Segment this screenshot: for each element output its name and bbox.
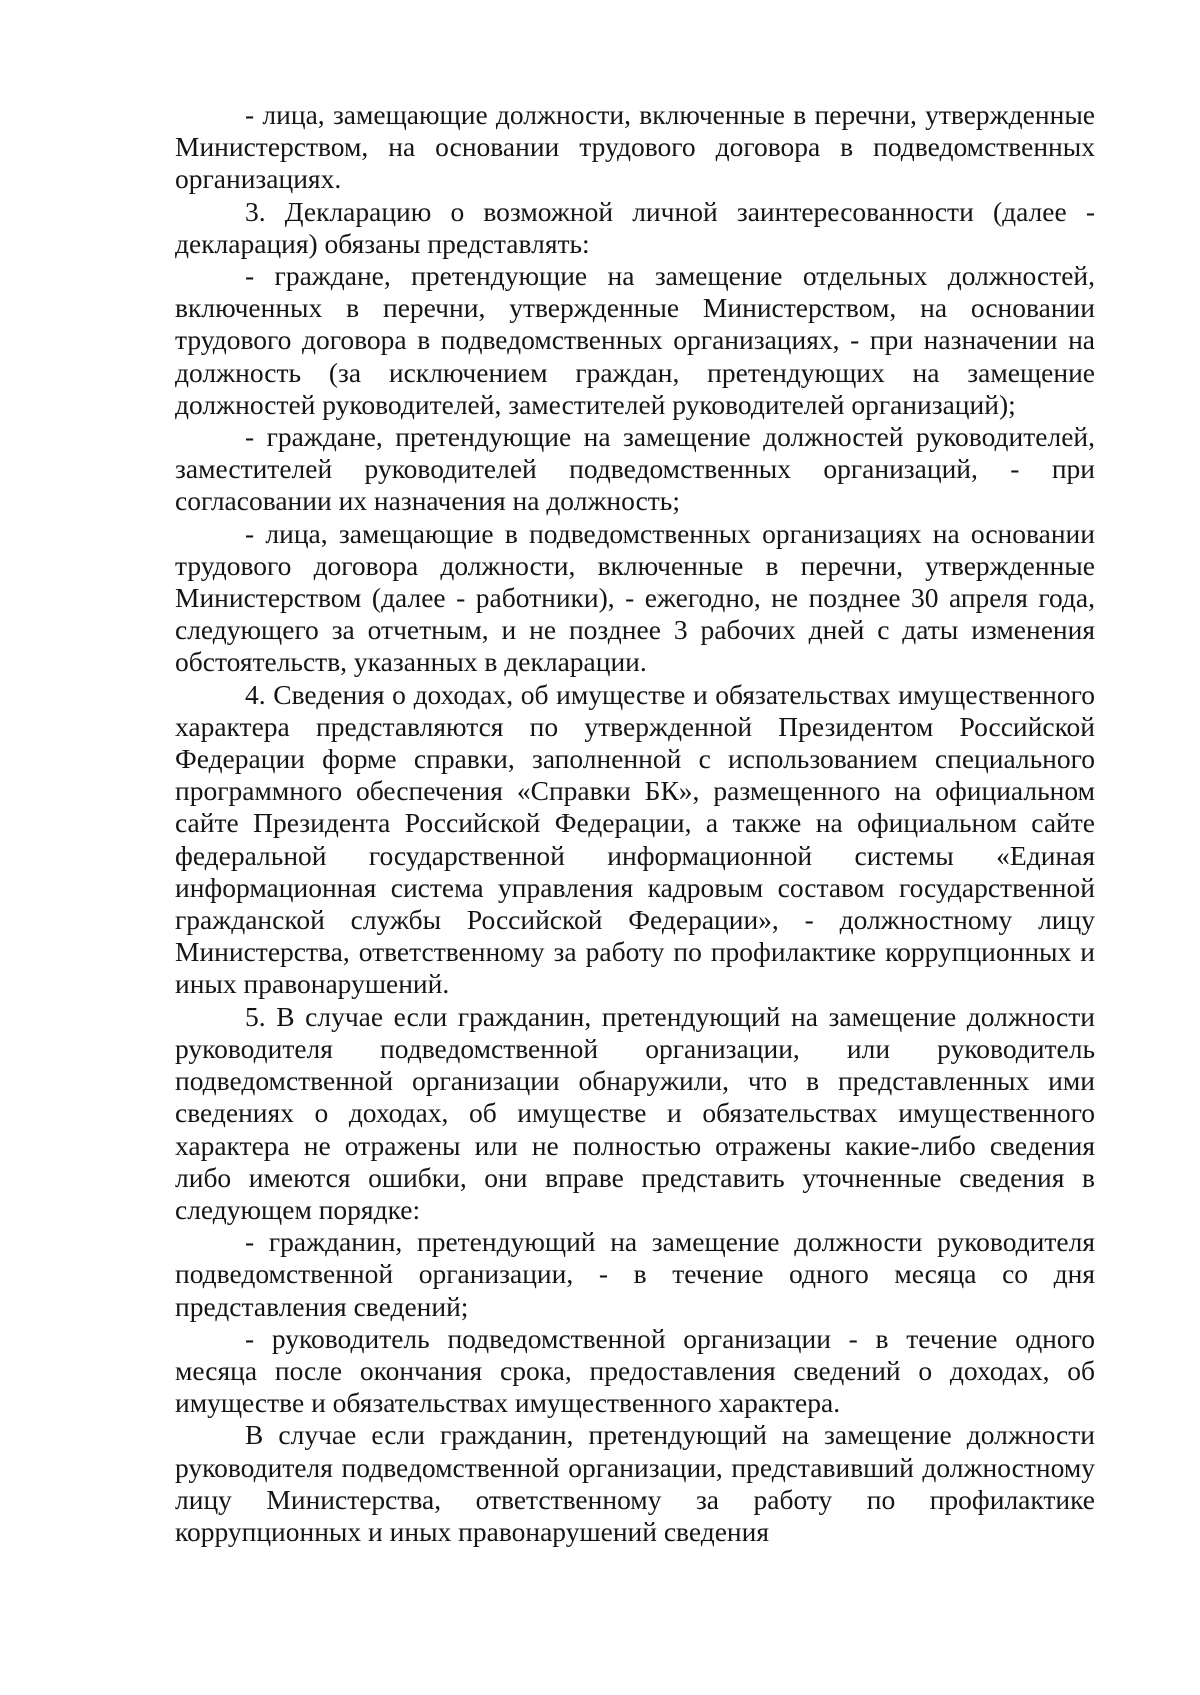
document-body (175, 99, 1095, 1548)
paragraph-workers-annual: - лица, замещающие в подведомственных организациях на основании трудового договора должности, включенные в перечни, утвержденные Министерством (далее - работники), - ежегодно, не позднее 30 апреля года, следующего за отчетным, и не позднее 3 рабочих дней с даты изменения обстоятельств, указанных в декларации. (175, 517, 1095, 678)
paragraph-citizens-heads: - граждане, претендующие на замещение должностей руководителей, заместителей руководителей подведомственных организаций, - при согласовании их назначения на должность; (175, 421, 1095, 517)
paragraph-citizen-submitted: В случае если гражданин, претендующий на замещение должности руководителя подведомственной организации, представивший должностному лицу Министерства, ответственному за работу по профилактике коррупционных и иных правонарушений сведения (175, 1419, 1095, 1547)
paragraph-citizen-correction-term: - гражданин, претендующий на замещение должности руководителя подведомственной организации, - в течение одного месяца со дня представления сведений; (175, 1226, 1095, 1322)
paragraph-citizens-applicants: - граждане, претендующие на замещение отдельных должностей, включенных в перечни, утвержденные Министерством, на основании трудового договора в подведомственных организациях, - при назначении на должность (за исключением граждан, претендующих на замещение должностей руководителей, заместителей руководителей организаций); (175, 260, 1095, 420)
paragraph-head-correction-term: - руководитель подведомственной организации - в течение одного месяца после окончания срока, предоставления сведений о доходах, об имуществе и обязательствах имущественного характера. (175, 1322, 1095, 1419)
paragraph-corrections-clause-5: 5. В случае если гражданин, претендующий на замещение должности руководителя подведомственной организации, или руководитель подведомственной организации обнаружили, что в представленных ими сведениях о доходах, об имуществе и обязательствах имущественного характера не отражены или не полностью отражены какие-либо сведения либо имеются ошибки, они вправе представить уточненные сведения в следующем порядке: (175, 1000, 1095, 1225)
paragraph-income-clause-4: 4. Сведения о доходах, об имуществе и обязательствах имущественного характера представляются по утвержденной Президентом Российской Федерации форме справки, заполненной с использованием специального программного обеспечения «Справки БК», размещенного на официальном сайте Президента Российской Федерации, а также на официальном сайте федеральной государственной информационной системы «Единая информационная система управления кадровым составом государственной гражданской службы Российской Федерации», - должностному лицу Министерства, ответственному за работу по профилактике коррупционных и иных правонарушений. (175, 678, 1095, 1000)
paragraph-declaration-clause-3: 3. Декларацию о возможной личной заинтересованности (далее - декларация) обязаны представлять: (175, 195, 1095, 259)
paragraph-employees-list: - лица, замещающие должности, включенные в перечни, утвержденные Министерством, на основании трудового договора в подведомственных организациях. (175, 99, 1095, 195)
